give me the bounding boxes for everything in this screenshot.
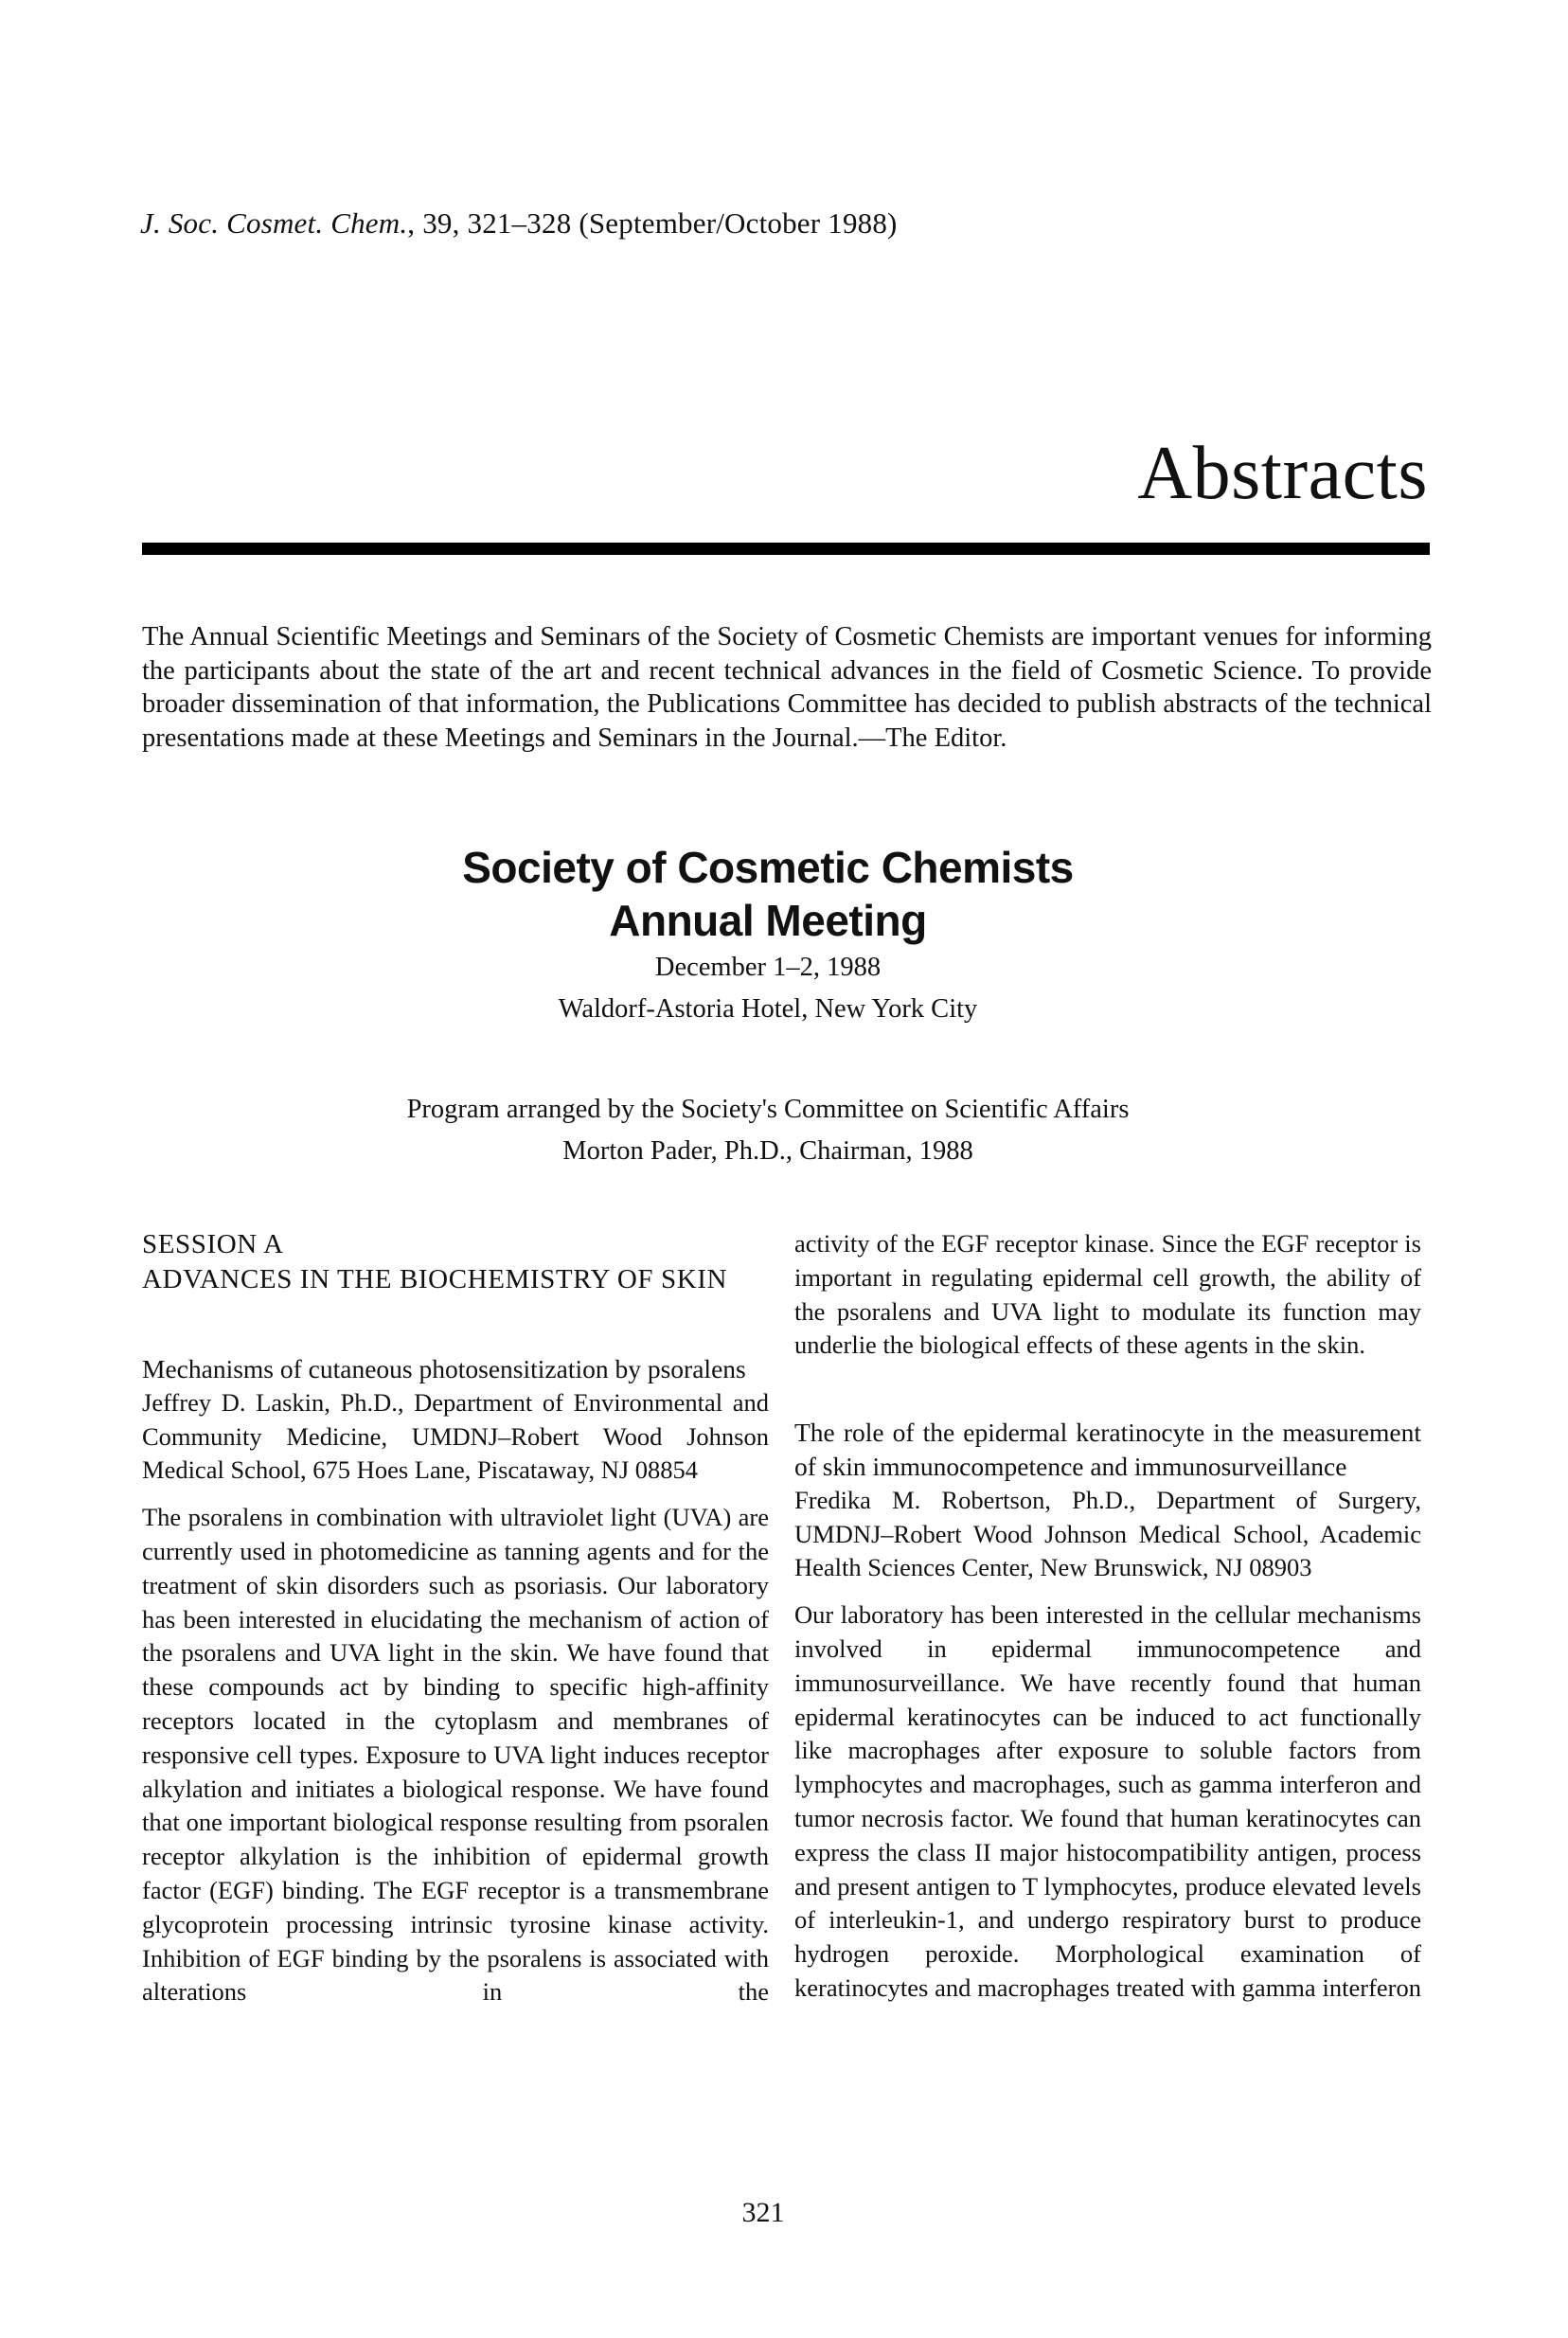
right-column	[794, 1227, 1421, 2006]
abstract-body-continued: activity of the EGF receptor kinase. Since the EGF receptor is important in regulating epidermal cell growth, the ability of the psoralens and UVA light to modulate its function may underlie the biological effects of these agents in the skin.	[794, 1229, 1421, 1360]
program-credits	[0, 1089, 1568, 1172]
abstract-body: Our laboratory has been interested in the cellular mechanisms involved in epidermal immunocompetence and immunosurveillance. We have recently found that human epidermal keratinocytes can be induced to act functionally like macrophages after exposure to soluble factors from lymphocytes and macrophages, such as gamma interferon and tumor necrosis factor. We found that human keratinocytes can express the class II major histocompatibility antigen, process and present antigen to T lymphocytes, produce elevated levels of interleukin-1, and undergo respiratory burst to produce hydrogen peroxide. Morphological examination of keratinocytes and macrophages treated with gamma interferon	[794, 1600, 1421, 2002]
section-divider	[142, 543, 1430, 555]
meeting-event: Annual Meeting	[609, 896, 927, 945]
session-title: ADVANCES IN THE BIOCHEMISTRY OF SKIN	[142, 1264, 728, 1294]
meeting-heading	[0, 841, 1568, 1030]
abstract-author-affiliation: Fredika M. Robertson, Ph.D., Department of Surgery, UMDNJ–Robert Wood Johnson Medical School, Academic Health Sciences Center, New Brunswick, NJ 08903	[794, 1485, 1421, 1582]
meeting-organization: Society of Cosmetic Chemists	[462, 843, 1074, 892]
journal-abbreviation: J. Soc. Cosmet. Chem.	[140, 206, 408, 240]
abstract-title: Mechanisms of cutaneous photosensitization by psoralens	[142, 1354, 746, 1383]
abstract-author-affiliation: Jeffrey D. Laskin, Ph.D., Department of Environmental and Community Medicine, UMDNJ–Robert Wood Johnson Medical School, 675 Hoes Lane, Piscataway, NJ 08854	[142, 1387, 769, 1485]
abstract-title: The role of the epidermal keratinocyte in the measurement of skin immunocompetence and immunosurveillance	[794, 1418, 1421, 1481]
program-arranged-by: Program arranged by the Society's Committee on Scientific Affairs	[406, 1095, 1130, 1124]
section-title: Abstracts	[1137, 432, 1428, 515]
page-number: 321	[741, 2197, 785, 2228]
abstract-body: The psoralens in combination with ultraviolet light (UVA) are currently used in photomedicine as tanning agents and for the treatment of skin disorders such as psoriasis. Our laboratory has been interested in elucidating the mechanism of action of the psoralens and UVA light in the skin. We have found that these compounds act by binding to specific high-affinity receptors located in the cytoplasm and membranes of responsive cell types. Exposure to UVA light induces receptor alkylation and initiates a biological response. We have found that one important biological response resulting from psoralen receptor alkylation is the inhibition of epidermal growth factor (EGF) binding. The EGF receptor is a transmembrane glycoprotein processing intrinsic tyrosine kinase activity. Inhibition of EGF binding by the psoralens is associated with alterations in the	[142, 1503, 769, 2007]
session-label: SESSION A	[142, 1229, 284, 1259]
journal-citation	[140, 206, 898, 241]
meeting-date: December 1–2, 1988	[654, 953, 882, 982]
left-column	[142, 1227, 769, 2009]
program-chairman: Morton Pader, Ph.D., Chairman, 1988	[562, 1136, 973, 1166]
meeting-venue: Waldorf-Astoria Hotel, New York City	[558, 994, 978, 1024]
volume-pages-date: , 39, 321–328 (September/October 1988)	[407, 206, 898, 240]
editor-intro-paragraph: The Annual Scientific Meetings and Seminars of the Society of Cosmetic Chemists are important venues for informing the participants about the state of the art and recent technical advances in the field of Cosmetic Science. To provide broader dissemination of that information, the Publications Committee has decided to publish abstracts of the technical presentations made at these Meetings and Seminars in the Journal.—The Editor.	[142, 622, 1432, 753]
